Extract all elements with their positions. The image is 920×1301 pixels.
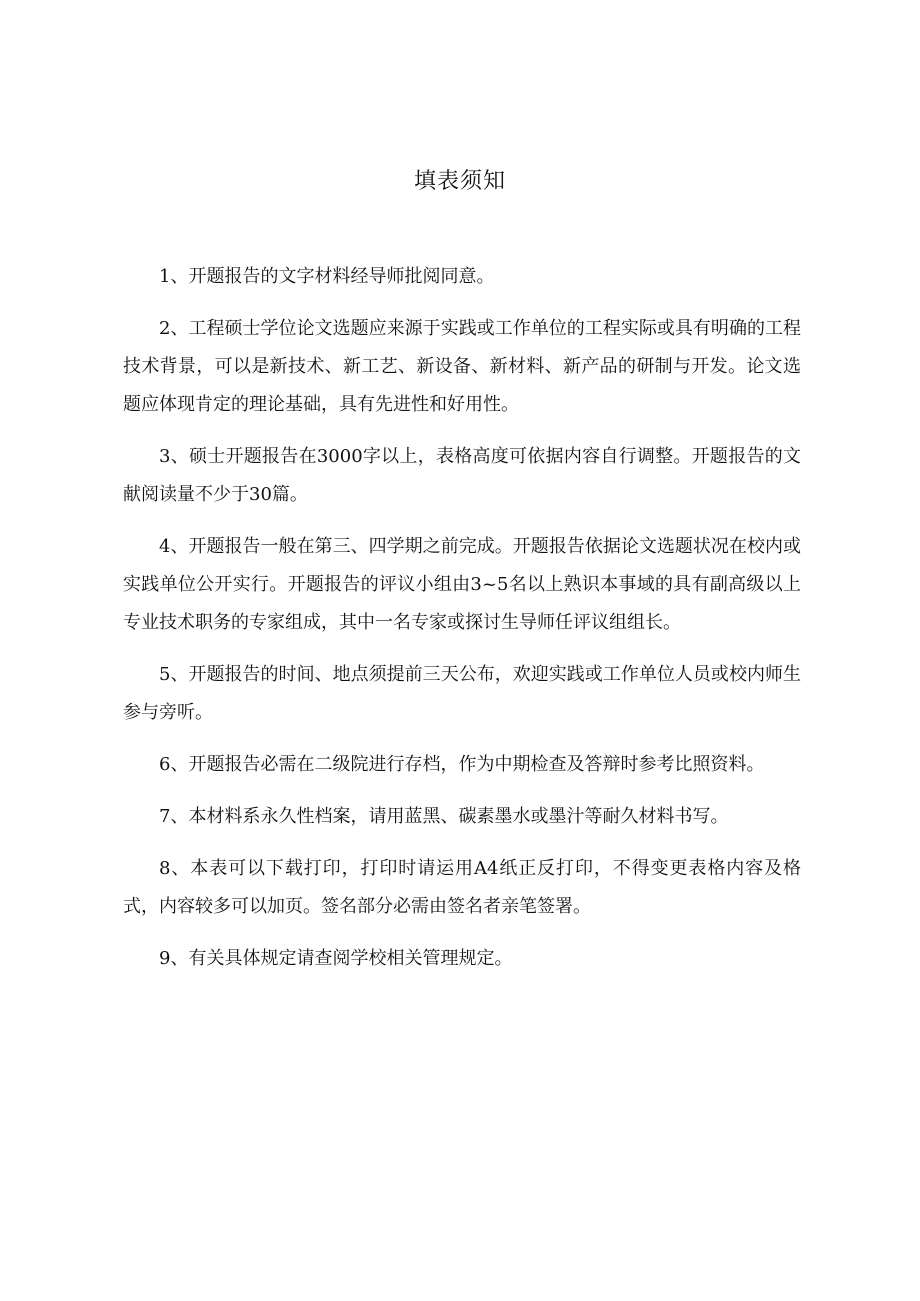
instruction-item-3: 3、硕士开题报告在3000字以上，表格高度可依据内容自行调整。开题报告的文献阅读量不少于30篇。 [123,446,801,505]
instruction-item-7: 7、本材料系永久性档案，请用蓝黑、碳素墨水或墨汁等耐久材料书写。 [159,806,729,827]
instruction-list [123,258,801,992]
instruction-item-1: 1、开题报告的文字材料经导师批阅同意。 [159,266,495,287]
instruction-item-6: 6、开题报告必需在二级院进行存档，作为中期检查及答辩时参考比照资料。 [159,754,765,775]
instruction-item-9: 9、有关具体规定请查阅学校相关管理规定。 [159,948,513,969]
instruction-item-2: 2、工程硕士学位论文选题应来源于实践或工作单位的工程实际或具有明确的工程技术背景，可以是新技术、新工艺、新设备、新材料、新产品的研制与开发。论文选题应体现肯定的理论基础，具有先进性和好用性。 [123,318,801,415]
page-title: 填表须知 [413,169,506,194]
instruction-item-5: 5、开题报告的时间、地点须提前三天公布，欢迎实践或工作单位人员或校内师生参与旁听。 [123,664,801,723]
instruction-item-8: 8、本表可以下载打印，打印时请运用A4纸正反打印，不得变更表格内容及格式，内容较多可以加页。签名部分必需由签名者亲笔签署。 [123,858,801,917]
instruction-item-4: 4、开题报告一般在第三、四学期之前完成。开题报告依据论文选题状况在校内或实践单位公开实行。开题报告的评议小组由3~5名以上熟识本事域的具有副高级以上专业技术职务的专家组成，其中一名专家或探讨生导师任评议组组长。 [123,536,801,633]
